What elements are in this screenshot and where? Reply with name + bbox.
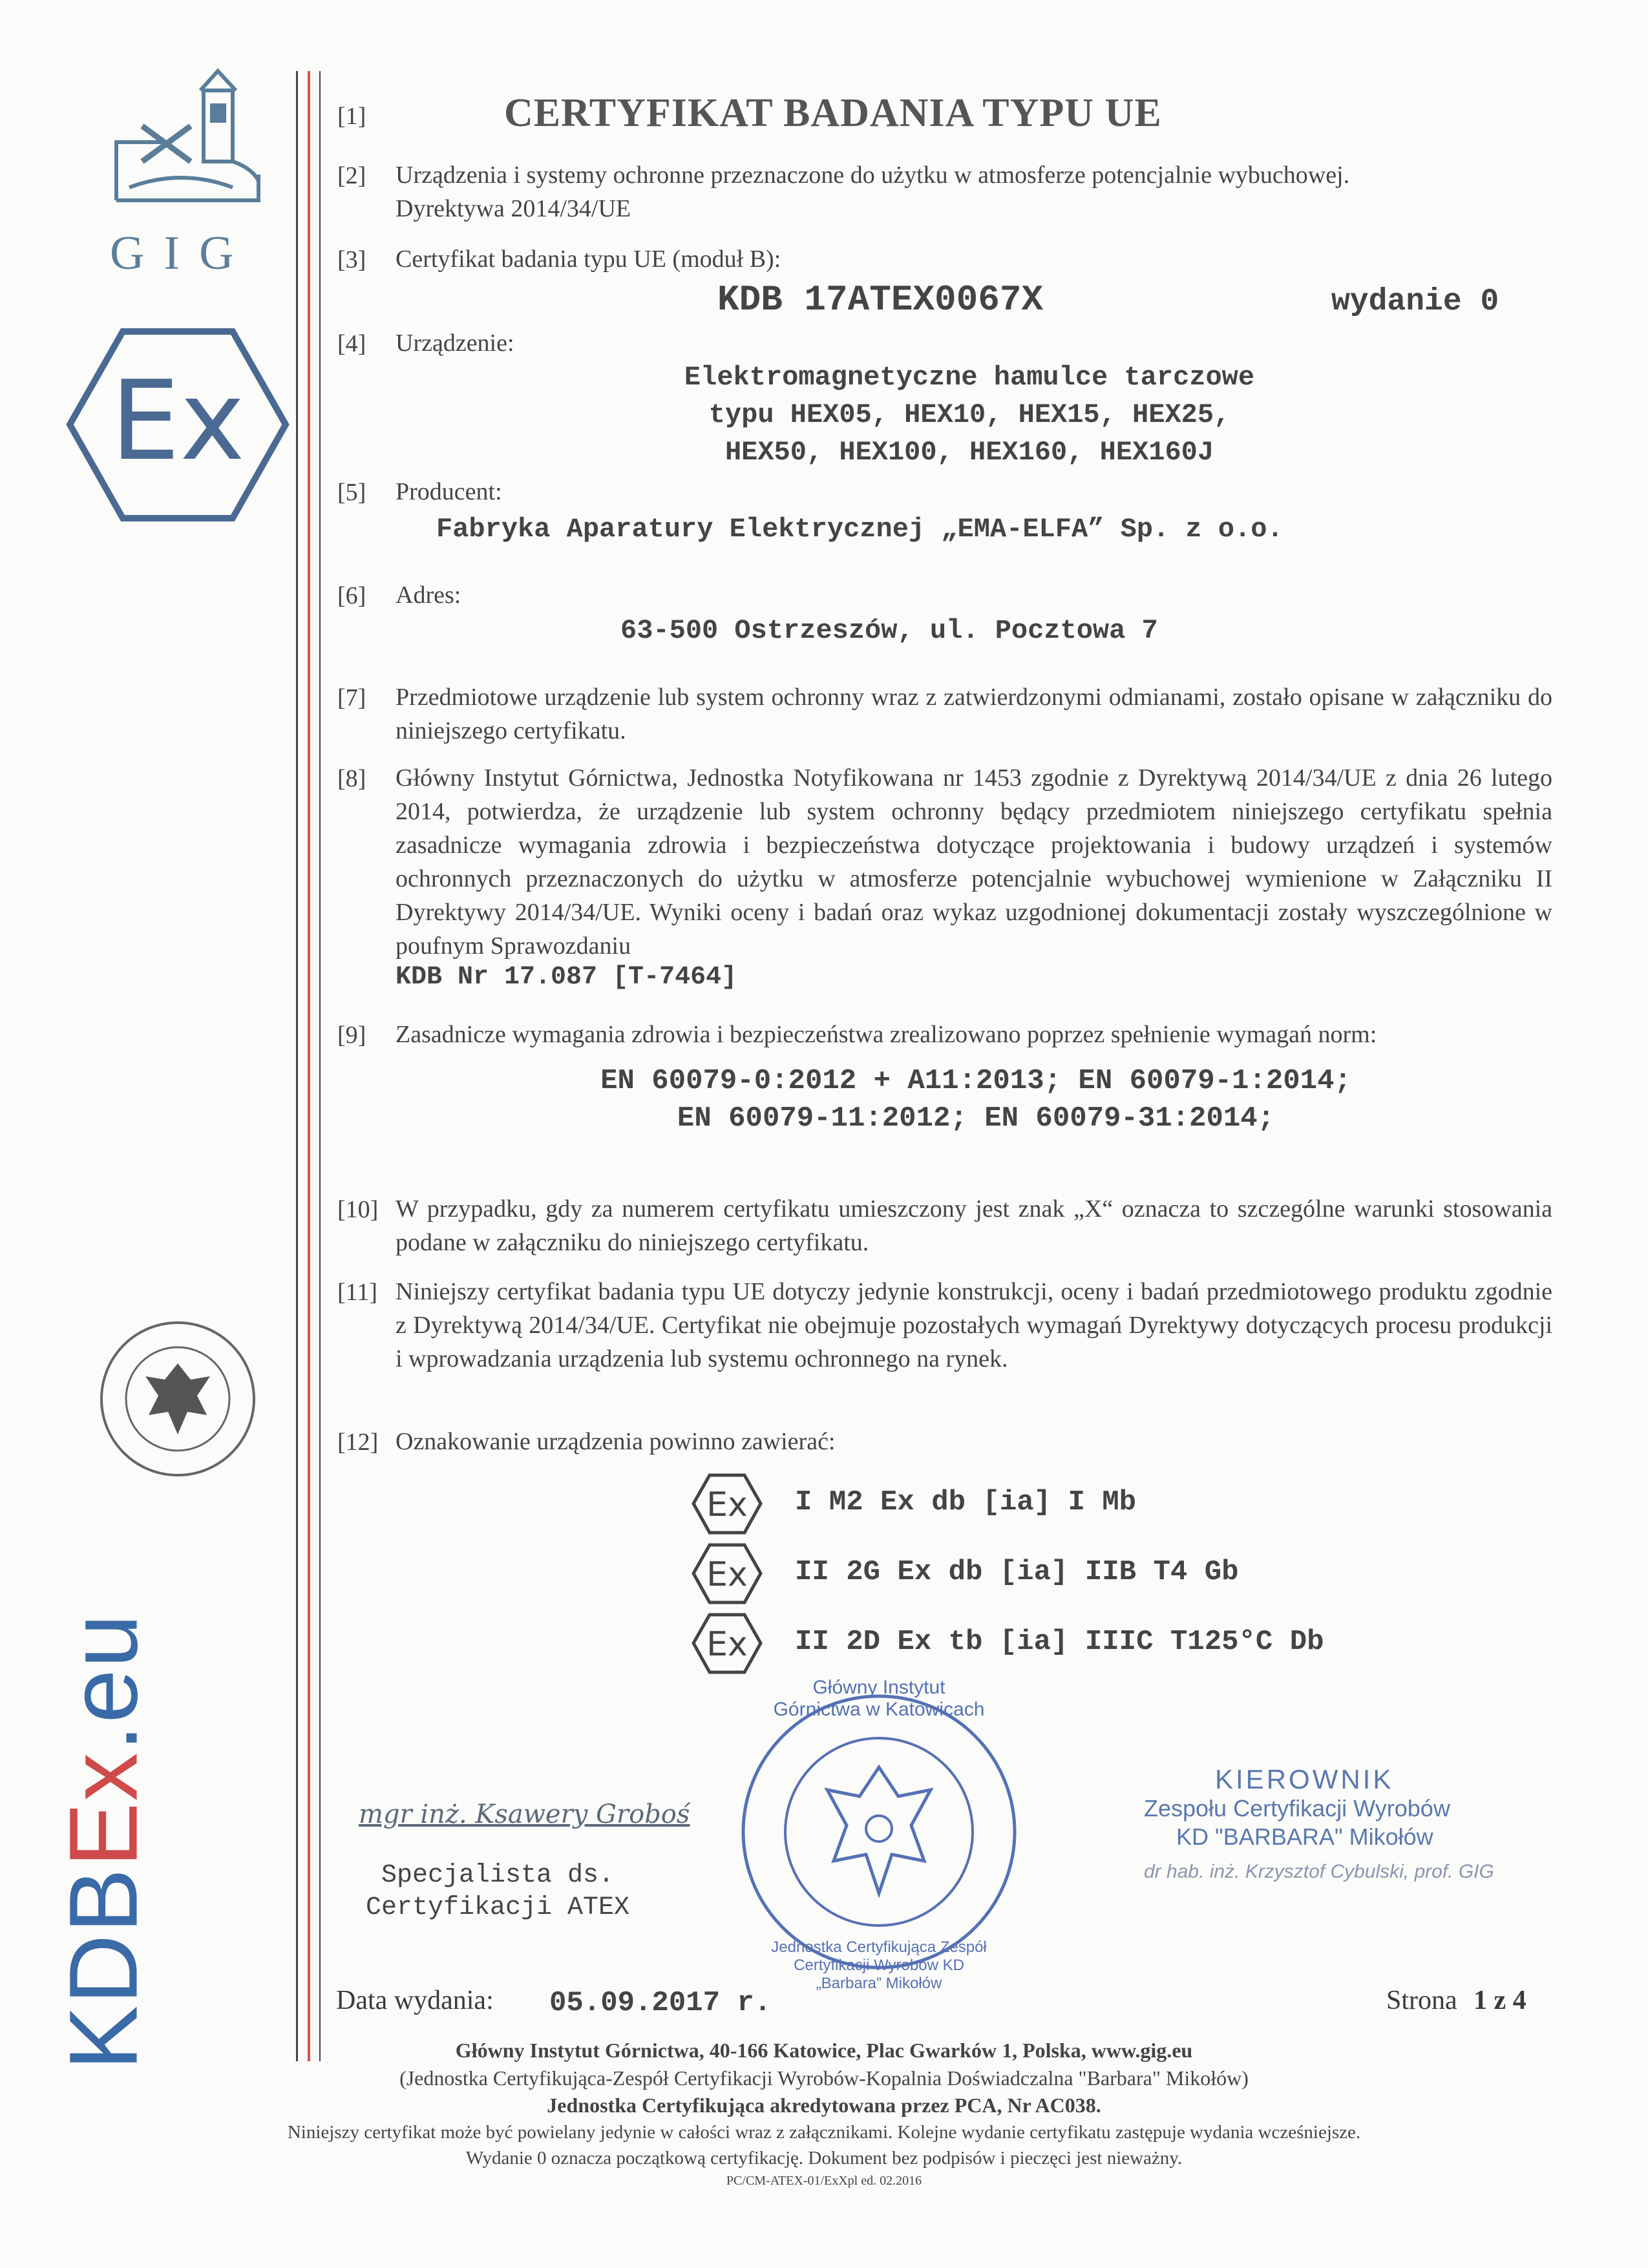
section-5-label: Producent: bbox=[396, 478, 502, 505]
marking-row bbox=[692, 1473, 763, 1538]
footer-line4: Niniejszy certyfikat może być powielany jedynie w całości wraz z załącznikami. Kolejne wydanie certyfikatu zastępuje wydania wcześniejsze. bbox=[287, 2122, 1361, 2143]
report-number: KDB Nr 17.087 [T-7464] bbox=[396, 963, 737, 992]
section-num-4: [4] bbox=[337, 330, 366, 357]
device-line-3: HEX50, HEX100, HEX160, HEX160J bbox=[724, 437, 1214, 468]
kdb-ex-vertical-logo bbox=[48, 1613, 160, 2070]
round-stamp-icon bbox=[737, 1690, 1021, 1974]
round-stamp-ring-text: Główny Instytut Górnictwa w Katowicach bbox=[773, 1677, 985, 1720]
right-stamp-line3: KD "BARBARA" Mikołów bbox=[1176, 1823, 1433, 1850]
gig-logo-text: GIG bbox=[110, 227, 253, 280]
gig-mining-logo-icon bbox=[103, 65, 271, 213]
ex-hexagon-logo bbox=[65, 326, 291, 523]
left-title-line1: Specjalista ds. bbox=[381, 1861, 615, 1890]
kdb-ex-text: Ex bbox=[48, 1751, 158, 1867]
section-10-text: W przypadku, gdy za numerem certyfikatu umieszczony jest znak „X“ oznacza to szczególne warunki stosowania podane w załączniku do niniejszego certyfikatu. bbox=[396, 1195, 1552, 1256]
gig-logo bbox=[103, 65, 271, 213]
page-title: CERTYFIKAT BADANIA TYPU UE bbox=[504, 91, 1162, 135]
edition: wydanie 0 bbox=[1331, 284, 1499, 319]
section-11-text: Niniejszy certyfikat badania typu UE dotyczy jedynie konstrukcji, oceny i badań przedmiotowego produktu zgodnie z Dyrektywą 2014/34/UE. Certyfikat nie obejmuje pozostałych wymagań Dyrektywy dotyczących procesu produkcji i wprowadzania urządzenia lub systemu ochronnego na rynek. bbox=[396, 1278, 1552, 1372]
svg-text:Ex: Ex bbox=[706, 1486, 748, 1524]
date-label: Data wydania: bbox=[336, 1986, 494, 2015]
device-line-2: typu HEX05, HEX10, HEX15, HEX25, bbox=[708, 399, 1231, 430]
address: 63-500 Ostrzeszów, ul. Pocztowa 7 bbox=[620, 615, 1158, 646]
svg-text:Ex: Ex bbox=[706, 1555, 748, 1594]
section-2-line1: Urządzenia i systemy ochronne przeznaczone do użytku w atmosferze potencjalnie wybuchowej. bbox=[396, 162, 1350, 189]
right-stamp-line4: dr hab. inż. Krzysztof Cybulski, prof. GIG bbox=[1144, 1861, 1494, 1882]
section-num-8: [8] bbox=[337, 765, 366, 792]
marking-3: II 2D Ex tb [ia] IIIC T125°C Db bbox=[795, 1626, 1324, 1658]
left-rule bbox=[296, 71, 298, 2061]
section-8-text: Główny Instytut Górnictwa, Jednostka Notyfikowana nr 1453 zgodnie z Dyrektywą 2014/34/UE z dnia 26 lutego 2014, potwierdza, że urządzenie lub system ochronny będący przedmiotem niniejszego certyfikatu spełnia zasadnicze wymagania zdrowia i bezpieczeństwa dotyczące projektowania i budowy urządzeń i systemów ochronnych przeznaczonych do użytku w atmosferze potencjalnie wybuchowej wymienione w Załączniku II Dyrektywy 2014/34/UE. Wyniki oceny i badań oraz wykaz uzgodnionej dokumentacji zostały wyszczególnione w poufnym Sprawozdaniu bbox=[396, 764, 1552, 960]
section-num-6: [6] bbox=[337, 582, 366, 609]
marking-2: II 2G Ex db [ia] IIB T4 Gb bbox=[795, 1556, 1239, 1588]
ex-marking-icon bbox=[692, 1543, 763, 1604]
kdb-eu-text: .eu bbox=[48, 1612, 158, 1752]
footer-line2: (Jednostka Certyfikująca-Zespół Certyfikacji Wyrobów-Kopalnia Doświadczalna "Barbara" Mikołów) bbox=[399, 2066, 1249, 2090]
red-rule bbox=[308, 71, 310, 2061]
kdb-text: KDB bbox=[48, 1867, 158, 2071]
marking-row bbox=[692, 1543, 763, 1608]
round-stamp bbox=[737, 1690, 1021, 1974]
section-num-7: [7] bbox=[337, 684, 366, 711]
ex-hexagon-text: Ex bbox=[110, 357, 246, 485]
section-num-10: [10] bbox=[337, 1196, 379, 1223]
left-signature: mgr inż. Ksawery Groboś bbox=[359, 1800, 690, 1829]
section-num-12: [12] bbox=[337, 1429, 379, 1456]
page-label: Strona bbox=[1386, 1986, 1457, 2015]
left-title-line2: Certyfikacji ATEX bbox=[365, 1893, 630, 1922]
right-stamp bbox=[1137, 1764, 1512, 1913]
eagle-seal bbox=[97, 1318, 259, 1480]
section-12-text: Oznakowanie urządzenia powinno zawierać: bbox=[396, 1428, 836, 1455]
footer-line3: Jednostka Certyfikująca akredytowana przez PCA, Nr AC038. bbox=[547, 2094, 1101, 2117]
section-num-9: [9] bbox=[337, 1022, 366, 1049]
section-3-label: Certyfikat badania typu UE (moduł B): bbox=[396, 246, 781, 273]
footer-line1: Główny Instytut Górnictwa, 40-166 Katowice, Plac Gwarków 1, Polska, www.gig.eu bbox=[455, 2039, 1193, 2062]
footer-line5: Wydanie 0 oznacza początkową certyfikację. Dokument bez podpisów i pieczęci jest nieważny. bbox=[465, 2148, 1183, 2168]
ex-marking-icon bbox=[692, 1473, 763, 1535]
right-stamp-line1: KIEROWNIK bbox=[1215, 1764, 1394, 1794]
right-rule bbox=[319, 71, 321, 2061]
footer-line6: PC/CM-ATEX-01/ExXpl ed. 02.2016 bbox=[726, 2174, 922, 2188]
ex-hexagon-icon bbox=[65, 326, 291, 523]
right-stamp-line2: Zespołu Certyfikacji Wyrobów bbox=[1144, 1795, 1450, 1822]
ex-marking-icon bbox=[692, 1613, 763, 1674]
section-6-label: Adres: bbox=[396, 582, 461, 609]
section-9-text: Zasadnicze wymagania zdrowia i bezpieczeństwa zrealizowano poprzez spełnienie wymagań norm: bbox=[396, 1021, 1377, 1048]
svg-text:Ex: Ex bbox=[706, 1625, 748, 1664]
norms-line-1: EN 60079-0:2012 + A11:2013; EN 60079-1:2014; bbox=[600, 1065, 1351, 1097]
eagle-seal-icon bbox=[97, 1318, 259, 1480]
section-2-line2: Dyrektywa 2014/34/UE bbox=[396, 195, 631, 222]
device-line-1: Elektromagnetyczne hamulce tarczowe bbox=[684, 362, 1255, 393]
section-4-label: Urządzenie: bbox=[396, 330, 514, 357]
section-7-text: Przedmiotowe urządzenie lub system ochronny wraz z zatwierdzonymi odmianami, zostało opisane w załączniku do niniejszego certyfikatu. bbox=[396, 684, 1552, 744]
page-value: 1 z 4 bbox=[1474, 1986, 1527, 2015]
norms-line-2: EN 60079-11:2012; EN 60079-31:2014; bbox=[677, 1102, 1275, 1135]
section-num-3: [3] bbox=[337, 246, 366, 273]
marking-row bbox=[692, 1613, 763, 1677]
marking-1: I M2 Ex db [ia] I Mb bbox=[795, 1486, 1137, 1518]
cert-number: KDB 17ATEX0067X bbox=[717, 279, 1044, 320]
section-num-5: [5] bbox=[337, 479, 366, 506]
section-num-11: [11] bbox=[337, 1279, 377, 1306]
date-value: 05.09.2017 r. bbox=[549, 1987, 772, 2019]
section-num-1: [1] bbox=[337, 103, 366, 130]
section-num-2: [2] bbox=[337, 162, 366, 189]
round-stamp-inner-text: Jednostka Certyfikująca Zespół Certyfikacji Wyrobów KD „Barbara” Mikołów bbox=[771, 1938, 987, 1992]
producer-name: Fabryka Aparatury Elektrycznej „EMA-ELFA” Sp. z o.o. bbox=[436, 514, 1284, 545]
